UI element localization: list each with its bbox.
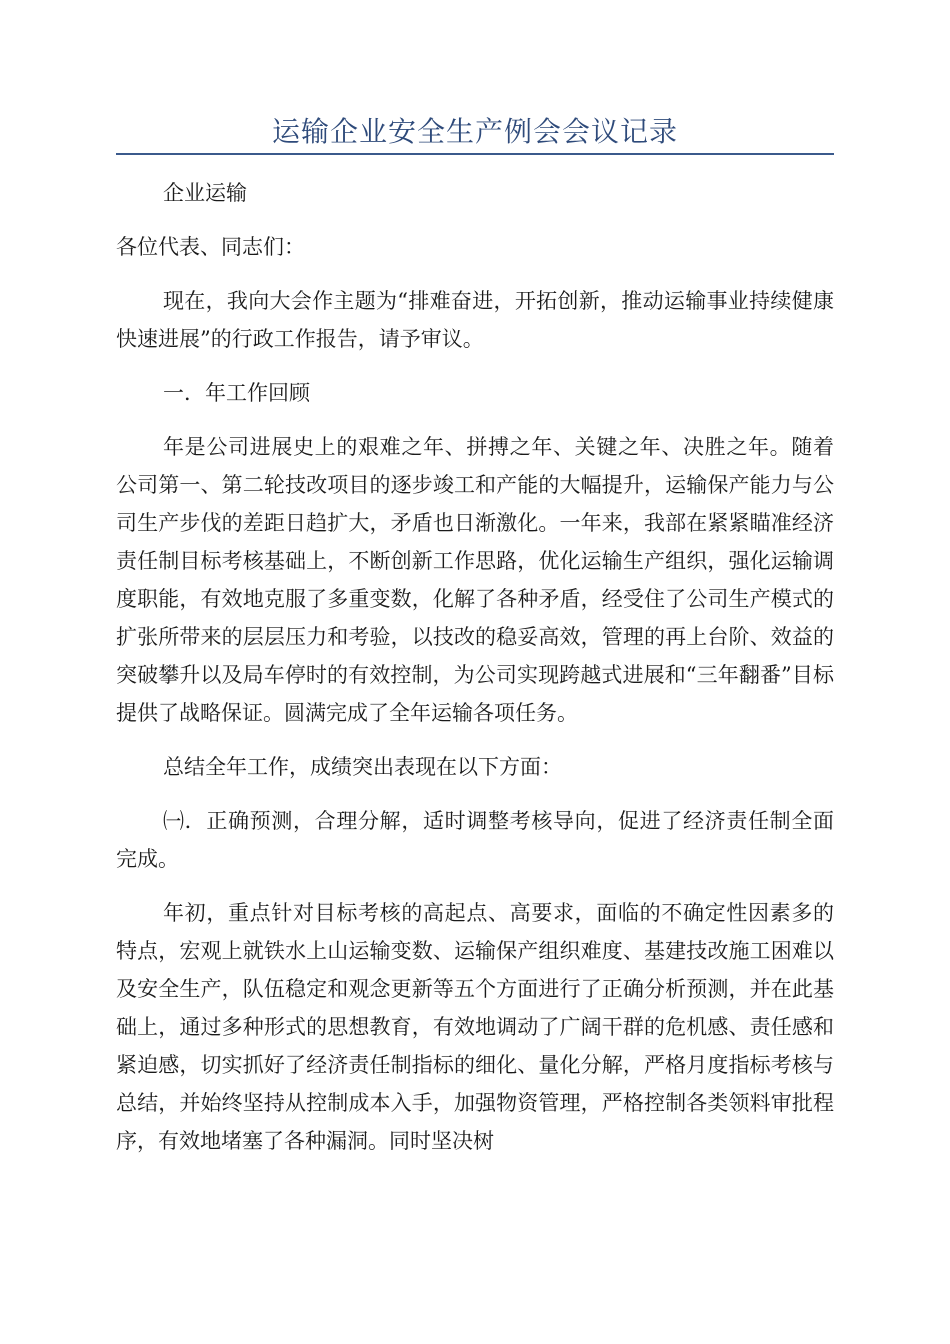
- paragraph-salutation: 各位代表、同志们：: [116, 235, 305, 259]
- document-body: [116, 174, 834, 1176]
- section-heading: 一．年工作回顾: [163, 381, 310, 405]
- document-title: 运输企业安全生产例会会议记录: [271, 115, 678, 148]
- paragraph-subtitle: 企业运输: [163, 181, 247, 205]
- paragraph-summary: 总结全年工作，成绩突出表现在以下方面：: [163, 755, 562, 779]
- subsection-heading: ㈠．正确预测，合理分解，适时调整考核导向，促进了经济责任制全面完成。: [116, 809, 834, 871]
- paragraph-intro: 现在，我向大会作主题为“排难奋进，开拓创新，推动运输事业持续健康快速进展”的行政工作报告，请予审议。: [116, 289, 834, 351]
- paragraph-detail: 年初，重点针对目标考核的高起点、高要求，面临的不确定性因素多的特点，宏观上就铁水上山运输变数、运输保产组织难度、基建技改施工困难以及安全生产，队伍稳定和观念更新等五个方面进行了正确分析预测，并在此基础上，通过多种形式的思想教育，有效地调动了广阔干群的危机感、责任感和紧迫感，切实抓好了经济责任制指标的细化、量化分解，严格月度指标考核与总结，并始终坚持从控制成本入手，加强物资管理，严格控制各类领料审批程序，有效地堵塞了各种漏洞。同时坚决树: [116, 901, 834, 1153]
- title-underline: [116, 153, 834, 155]
- paragraph-review: 年是公司进展史上的艰难之年、拼搏之年、关键之年、决胜之年。随着公司第一、第二轮技改项目的逐步竣工和产能的大幅提升，运输保产能力与公司生产步伐的差距日趋扩大，矛盾也日渐激化。一年来，我部在紧紧瞄准经济责任制目标考核基础上，不断创新工作思路，优化运输生产组织，强化运输调度职能，有效地克服了多重变数，化解了各种矛盾，经受住了公司生产模式的扩张所带来的层层压力和考验，以技改的稳妥高效，管理的再上台阶、效益的突破攀升以及局车停时的有效控制，为公司实现跨越式进展和“三年翻番”目标提供了战略保证。圆满完成了全年运输各项任务。: [116, 435, 834, 725]
